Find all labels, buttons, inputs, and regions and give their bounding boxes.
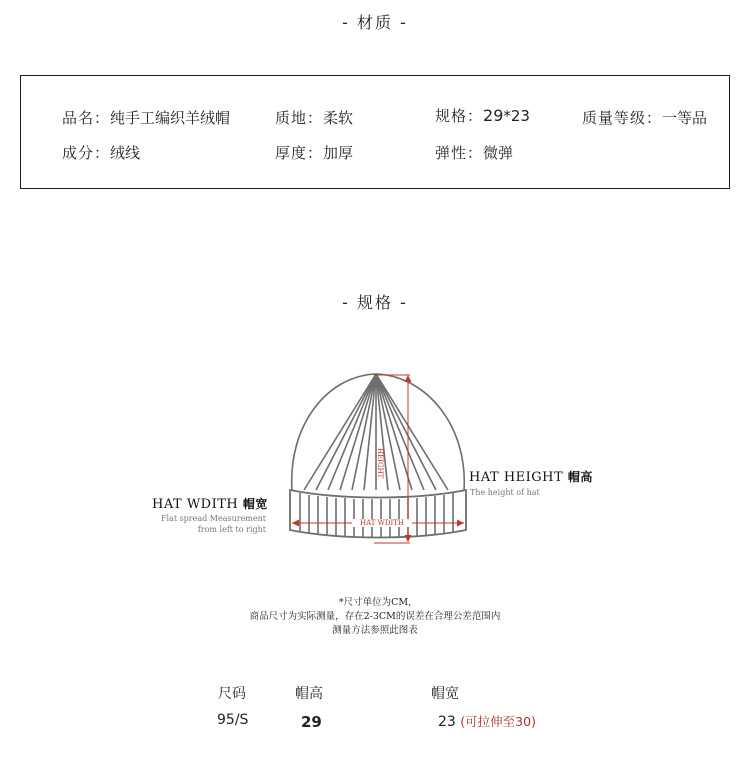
table-cell-width-value: 23 [438, 714, 456, 730]
composition-label: 成分： [62, 144, 111, 162]
hat-width-cn: 帽宽 [242, 497, 268, 511]
hat-height-sub: The height of hat [470, 488, 540, 497]
specification-value-b: *23 [503, 107, 530, 125]
thickness-value: 加厚 [323, 144, 354, 162]
spec-title: - 规格 - [342, 293, 408, 312]
texture-label: 质地： [275, 109, 324, 127]
material-title: - 材质 - [342, 13, 408, 32]
elasticity [435, 142, 513, 163]
material-box [20, 75, 730, 189]
composition [62, 142, 140, 163]
thickness-label: 厚度： [275, 144, 324, 162]
inner-height-label: HEIGHT [376, 448, 384, 479]
hat-width-sub2: from left to right [197, 525, 266, 534]
texture [275, 107, 353, 128]
table-cell-height: 29 [301, 713, 322, 731]
table-header-width: 帽宽 [431, 686, 459, 702]
composition-value: 绒线 [110, 144, 141, 162]
note-line-2: 商品尺寸为实际测量，存在2-3CM的误差在合理公差范围内 [249, 611, 501, 622]
specification [435, 105, 530, 126]
elasticity-label: 弹性： [435, 144, 484, 162]
product-name-value: 纯手工编织羊绒帽 [110, 109, 231, 127]
hat-height-label [469, 468, 593, 485]
note-line-1: *尺寸单位为CM, [338, 597, 412, 608]
quality-grade [582, 107, 707, 128]
hat-width-sub1: Flat spread Measurement [160, 514, 266, 523]
table-header-height: 帽高 [295, 686, 323, 702]
hat-height-en: HAT HEIGHT [469, 470, 564, 485]
quality-grade-label: 质量等级： [582, 109, 663, 127]
note-line-3: 测量方法参照此图表 [332, 625, 418, 636]
hat-width-label [152, 495, 268, 512]
elasticity-value: 微弹 [483, 144, 514, 162]
quality-grade-value: 一等品 [662, 109, 708, 127]
table-cell-size: 95/S [217, 712, 249, 728]
product-name-label: 品名： [62, 109, 111, 127]
specification-value-a: 29 [483, 106, 504, 125]
texture-value: 柔软 [323, 109, 354, 127]
inner-width-label: HAT WDITH [352, 519, 412, 527]
specification-label: 规格： [435, 107, 484, 125]
product-name [62, 107, 230, 128]
hat-height-cn: 帽高 [567, 470, 593, 484]
table-header-size: 尺码 [218, 686, 246, 702]
thickness [275, 142, 353, 163]
table-cell-width-note: (可拉伸至30) [460, 714, 536, 729]
hat-width-en: HAT WDITH [152, 497, 239, 512]
table-cell-width [438, 712, 536, 730]
